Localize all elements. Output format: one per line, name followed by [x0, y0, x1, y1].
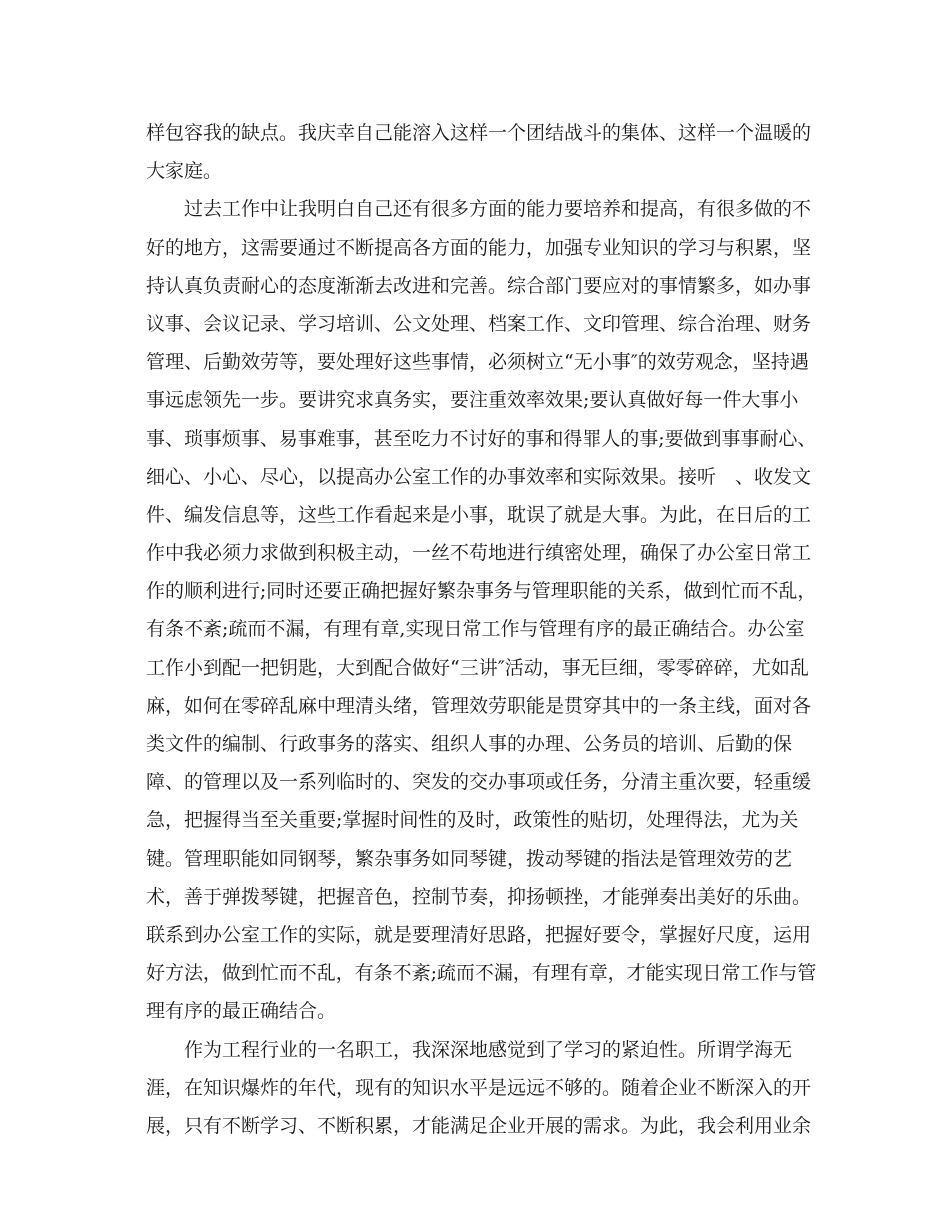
text-line: 样包容我的缺点。我庆幸自己能溶入这样一个团结战斗的集体、这样一个温暖的	[146, 122, 812, 144]
body-text	[146, 114, 816, 1145]
text-line: 细心、小心、尽心，以提高办公室工作的办事效率和实际效果。接听 、收发文	[146, 465, 812, 488]
text-line: 障、的管理以及一系列临时的、突发的交办事项或任务，分清主重次要，轻重缓	[146, 771, 812, 794]
text-line: 工作小到配一把钥匙，大到配合做好“三讲″活动，事无巨细，零零碎碎，尤如乱	[146, 656, 809, 679]
text-line: 件、编发信息等，这些工作看起来是小事，耽误了就是大事。为此，在日后的工	[146, 503, 812, 526]
text-line: 作的顺利进行;同时还要正确把握好繁杂事务与管理职能的关系，做到忙而不乱，	[146, 580, 817, 603]
text-line: 涯，在知识爆炸的年代，现有的知识水平是远远不够的。随着企业不断深入的开	[146, 1076, 812, 1099]
text-line: 作中我必须力求做到积极主动，一丝不苟地进行缜密处理，确保了办公室日常工	[146, 542, 812, 565]
text-line: 键。管理职能如同钢琴，繁杂事务如同琴键，拨动琴键的指法是管理效劳的艺	[146, 847, 793, 870]
text-line: 事、琐事烦事、易事难事，甚至吃力不讨好的事和得罪人的事;要做到事事耐心、	[146, 427, 817, 450]
text-line: 管理、后勤效劳等，要处理好这些事情，必须树立“无小事″的效劳观念，坚持遇	[146, 351, 809, 374]
text-line: 议事、会议记录、学习培训、公文处理、档案工作、文印管理、综合治理、财务	[146, 312, 812, 335]
paragraph-first-line: 作为工程行业的一名职工，我深深地感觉到了学习的紧迫性。所谓学海无	[184, 1038, 793, 1061]
text-line: 大家庭。	[146, 160, 223, 183]
text-line: 急，把握得当至关重要;掌握时间性的及时，政策性的贴切，处理得法，尤为关	[146, 809, 799, 832]
text-line: 麻，如何在零碎乱麻中理清头绪，管理效劳职能是贯穿其中的一条主线，面对各	[146, 694, 812, 717]
text-line: 联系到办公室工作的实际，就是要理清好思路，把握好要令，掌握好尺度，运用	[146, 923, 812, 946]
text-line: 有条不紊;疏而不漏，有理有章,实现日常工作与管理有序的最正确结合。办公室	[146, 618, 805, 641]
text-line: 事远虑领先一步。要讲究求真务实，要注重效率效果;要认真做好每一件大事小	[146, 389, 799, 412]
paragraph-first-line: 过去工作中让我明白自己还有很多方面的能力要培养和提高，有很多做的不	[184, 198, 812, 221]
text-line: 持认真负责耐心的态度渐渐去改进和完善。综合部门要应对的事情繁多，如办事	[146, 274, 812, 297]
text-line: 好方法，做到忙而不乱，有条不紊;疏而不漏，有理有章，才能实现日常工作与管	[146, 962, 817, 985]
text-line: 术，善于弹拨琴键，把握音色，控制节奏，抑扬顿挫，才能弹奏出美好的乐曲。	[146, 885, 812, 908]
text-line: 展，只有不断学习、不断积累，才能满足企业开展的需求。为此，我会利用业余	[146, 1114, 812, 1137]
text-line: 理有序的最正确结合。	[146, 1000, 337, 1023]
text-line: 类文件的编制、行政事务的落实、组织人事的办理、公务员的培训、后勤的保	[146, 733, 793, 755]
text-line: 好的地方，这需要通过不断提高各方面的能力，加强专业知识的学习与积累，坚	[146, 236, 812, 259]
